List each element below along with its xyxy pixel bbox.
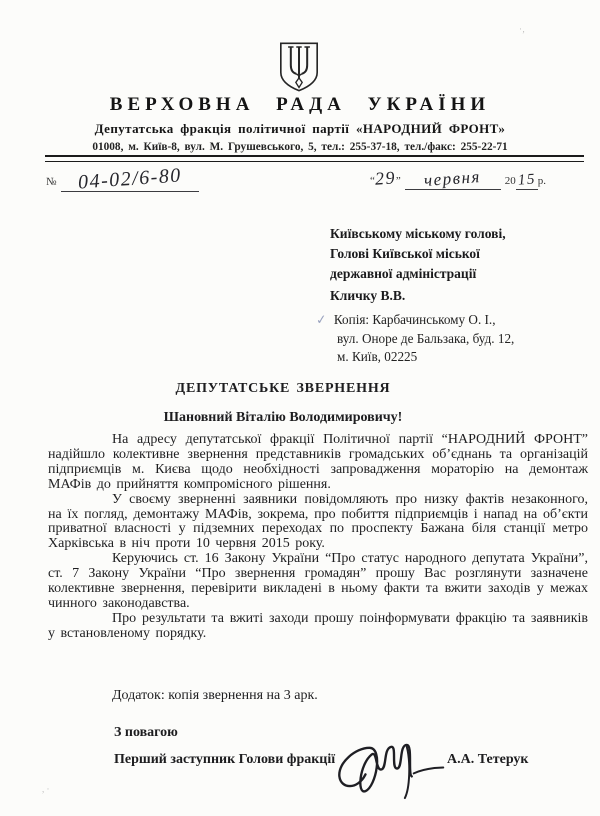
date-year-suffix: р. [537, 175, 547, 187]
number-handwritten: 04-02/6-80 [76, 164, 183, 194]
recipient-line: Київському міському голові, [330, 226, 506, 241]
check-icon: ✓ [315, 311, 328, 328]
paragraph: У своєму зверненні заявники повідомляють про низку фактів незаконного, на їх погляд, демонтажу МАФів, зокрема, про побиття підприємців і напад на об’єкти приватної власності у підземних переходах по проспекту Бажана біля станції метро Харківська в ніч проти 10 червня 2015 року. [48, 491, 588, 552]
letter-body [48, 433, 588, 642]
reference-date [370, 168, 546, 190]
faction-subtitle: Депутатська фракція політичної партії «НАРОДНИЙ ФРОНТ» [94, 121, 506, 136]
paragraph: Керуючись ст. 16 Закону України “Про статус народного депутата України”, ст. 7 Закону України “Про звернення громадян” прошу Вас розглянути зазначене колективне звернення, перевірити викладені в ньому факти та вжити заходів у межах чинного законодавства. [48, 551, 588, 611]
date-year-line [516, 171, 538, 190]
attachment-note: Додаток: копія звернення на 3 арк. [112, 688, 318, 703]
copy-line: Копія: Карбачинському О. І., [333, 312, 496, 327]
reference-number [46, 164, 199, 194]
letterhead-divider [45, 155, 584, 162]
copy-line: вул. Оноре де Бальзака, буд. 12, [337, 330, 515, 346]
paragraph: Про результати та вжиті заходи прошу поінформувати фракцію та заявників у встановленому порядку. [48, 610, 588, 641]
document-title: ДЕПУТАТСЬКЕ ЗВЕРНЕННЯ [175, 381, 391, 396]
recipient-line: Голові Київської міської [330, 246, 480, 261]
copy-block [316, 311, 514, 367]
number-label: № [46, 176, 57, 188]
organization-title: ВЕРХОВНА РАДА УКРАЇНИ [109, 94, 491, 115]
recipient-line: державної адміністрації [330, 266, 477, 281]
date-month-line [405, 169, 501, 190]
coat-of-arms-icon [279, 40, 319, 94]
signature-scribble [332, 736, 460, 802]
scan-artifact: ·‚ [519, 24, 525, 34]
copy-line: м. Київ, 02225 [337, 349, 418, 364]
paragraph: На адресу депутатської фракції Політичної партії “НАРОДНИЙ ФРОНТ” надійшло колективне звернення представників громадських об’єднань та організацій підприємців м. Києва щодо необхідності запровадження мораторію на демонтаж МАФів до прийняття компромісного рішення. [48, 432, 588, 492]
date-year-handwritten: 15 [517, 171, 537, 189]
scan-artifact: , · [42, 784, 50, 794]
date-day-handwritten: 29 [374, 167, 397, 189]
number-line [61, 164, 199, 194]
signer-position: Перший заступник Голови фракції [114, 752, 336, 767]
date-month-handwritten: червня [423, 167, 482, 190]
signer-name: А.А. Тетерук [447, 752, 529, 767]
date-open-quote: “ [370, 175, 375, 187]
date-year-printed: 20 [504, 175, 516, 187]
recipient-block [330, 224, 506, 306]
salutation: Шановний Віталію Володимировичу! [163, 410, 403, 425]
recipient-name: Кличку В.В. [330, 288, 406, 303]
closing-regards: З повагою [114, 725, 178, 740]
date-close-quote: ” [395, 175, 401, 187]
letterhead-address: 01008, м. Київ-8, вул. М. Грушевського, 5, тел.: 255-37-18, тел./факс: 255-22-71 [92, 141, 508, 153]
